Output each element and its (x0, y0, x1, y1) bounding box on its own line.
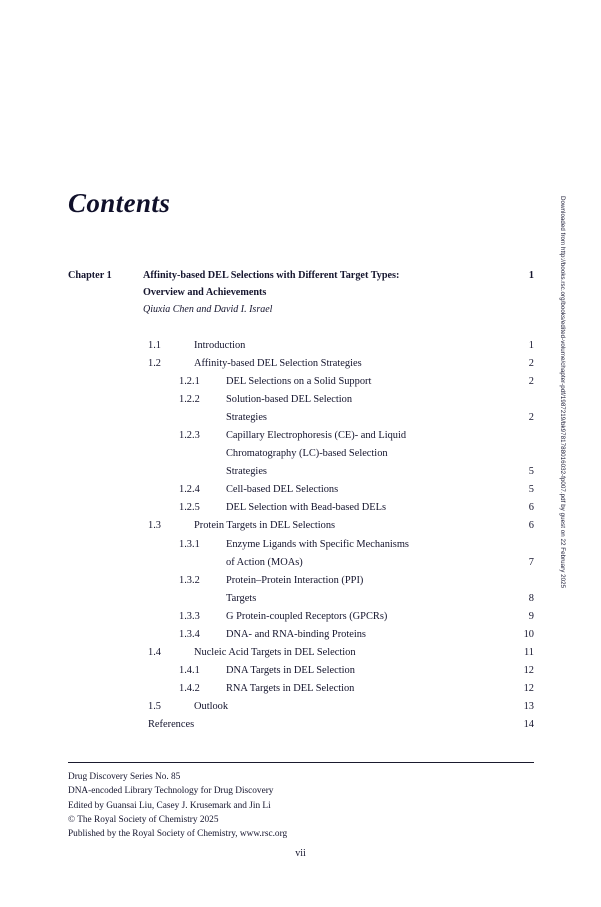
toc-entry-page-value: 7 (528, 556, 534, 568)
toc-entry-title: RNA Targets in DEL Selection (226, 682, 355, 694)
toc-entry-title-cont: Targets (226, 592, 257, 604)
chapter-heading-block (68, 268, 534, 318)
toc-entry-title: Capillary Electrophoresis (CE)- and Liquid Chromatography (LC)-based Selection Strategies (226, 427, 510, 481)
toc-entry-number: 1.3.1 (179, 538, 200, 550)
footer-editors: Edited by Guansai Liu, Casey J. Krusemark and Jin Li (68, 800, 271, 811)
toc-entry[interactable] (68, 572, 534, 608)
toc-entry[interactable] (68, 391, 534, 427)
toc-entry[interactable] (68, 536, 534, 572)
chapter-title-line-2: Overview and Achievements (143, 286, 267, 298)
toc-entry-page: 2 (528, 376, 534, 388)
toc-entry-page: 6 (528, 502, 534, 514)
toc-entry-number: 1.3.2 (179, 574, 200, 586)
toc-entry-title: Affinity-based DEL Selection Strategies (194, 358, 362, 370)
toc-entry-references[interactable] (68, 716, 534, 734)
folio-page-number: vii (295, 848, 306, 859)
toc-entry[interactable] (68, 698, 534, 716)
toc-entry-number: 1.2.4 (179, 484, 200, 496)
toc-entry-title: Outlook (194, 700, 229, 712)
toc-entry-page: 14 (523, 718, 534, 730)
toc-entry-title: References (148, 718, 195, 730)
toc-entry-title-cont: Strategies (226, 466, 267, 478)
chapter-title-line-1: Affinity-based DEL Selections with Different Target Types: (143, 270, 400, 281)
toc-entry-page: 13 (523, 700, 534, 712)
toc-entry-page: 12 (523, 664, 534, 676)
toc-entry-title: Protein–Protein Interaction (PPI) Targets (226, 572, 510, 608)
toc-entry-title: DNA- and RNA-binding Proteins (226, 628, 366, 640)
toc-entry-title: Nucleic Acid Targets in DEL Selection (194, 646, 356, 658)
toc-entry-page-value: 8 (528, 592, 534, 604)
footer-divider (68, 762, 534, 763)
toc-entry-page: 2 (528, 358, 534, 370)
toc-entry-page: 6 (528, 520, 534, 532)
toc-entry-title: Introduction (194, 340, 246, 351)
toc-entry-title: Enzyme Ligands with Specific Mechanisms of Action (MOAs) (226, 536, 510, 572)
toc-entry[interactable] (68, 517, 534, 535)
footer-block (68, 770, 538, 841)
toc-entry-page: 10 (523, 628, 534, 640)
toc-entry-page-value: 2 (528, 412, 534, 424)
toc-entry-title: Protein Targets in DEL Selections (194, 520, 336, 532)
toc-entry-number: 1.3 (148, 520, 161, 532)
toc-entry-number: 1.1 (148, 340, 161, 351)
chapter-heading-row (68, 268, 534, 301)
toc-entry[interactable] (68, 644, 534, 662)
chapter-label: Chapter 1 (68, 270, 112, 281)
download-stamp: Downloaded from http://books.rsc.org/books/edited-volume/chapter-pdf/1987219/bk9781788016032-fp007.pdf by guest on 22 February 2025 (559, 196, 566, 589)
footer-copyright: © The Royal Society of Chemistry 2025 (68, 814, 219, 825)
toc-entry[interactable] (68, 626, 534, 644)
toc-entry-number: 1.4.1 (179, 664, 200, 676)
toc-entry-page: 5 (528, 484, 534, 496)
toc-entry[interactable] (68, 662, 534, 680)
toc-entry-number: 1.2.3 (179, 430, 200, 442)
chapter-page-number: 1 (528, 270, 534, 281)
toc-entry[interactable] (68, 373, 534, 391)
footer-book-title: DNA-encoded Library Technology for Drug Discovery (68, 786, 274, 797)
toc-entry[interactable] (68, 427, 534, 481)
toc-entry-list (68, 337, 534, 734)
toc-entry-number: 1.4 (148, 646, 161, 658)
page-title: Contents (68, 188, 171, 218)
chapter-title[interactable] (143, 268, 512, 301)
chapter-authors: Qiuxia Chen and David I. Israel (143, 303, 273, 315)
toc-entry-title-cont: of Action (MOAs) (226, 556, 303, 568)
toc-entry[interactable] (68, 337, 534, 355)
toc-entry-number: 1.5 (148, 700, 161, 712)
toc-entry-page (510, 572, 534, 608)
toc-entry-page (510, 391, 534, 427)
toc-entry[interactable] (68, 499, 534, 517)
toc-entry-title: DEL Selection with Bead-based DELs (226, 502, 387, 514)
toc-entry-title: Cell-based DEL Selections (226, 484, 339, 496)
toc-entry[interactable] (68, 680, 534, 698)
toc-entry-page: 11 (523, 646, 534, 658)
toc-entry-number: 1.4.2 (179, 682, 200, 694)
toc-entry-page: 9 (528, 610, 534, 622)
toc-entry-title: Solution-based DEL Selection Strategies (226, 391, 510, 427)
toc-entry-page: 12 (523, 682, 534, 694)
footer-series: Drug Discovery Series No. 85 (68, 772, 181, 782)
toc-entry-page-value: 5 (528, 466, 534, 478)
toc-entry-page (510, 536, 534, 572)
toc-entry-number: 1.2.1 (179, 376, 200, 388)
toc-entry-number: 1.2.5 (179, 502, 200, 514)
toc-entry-title: DEL Selections on a Solid Support (226, 376, 372, 388)
toc-entry-title: DNA Targets in DEL Selection (226, 664, 355, 676)
toc-entry-number: 1.2.2 (179, 394, 200, 406)
toc-entry-title-cont: Strategies (226, 412, 267, 424)
toc-entry[interactable] (68, 355, 534, 373)
toc-entry-title-cont: Chromatography (LC)-based Selection (226, 448, 388, 460)
toc-entry-page: 1 (528, 340, 534, 351)
toc-entry-title: G Protein-coupled Receptors (GPCRs) (226, 610, 388, 622)
footer-publisher: Published by the Royal Society of Chemistry, www.rsc.org (68, 829, 288, 840)
toc-entry-number: 1.3.4 (179, 628, 200, 640)
toc-entry-number: 1.3.3 (179, 610, 200, 622)
toc-entry[interactable] (68, 481, 534, 499)
toc-entry-number: 1.2 (148, 358, 161, 370)
toc-entry-page (510, 427, 534, 481)
toc-entry[interactable] (68, 608, 534, 626)
